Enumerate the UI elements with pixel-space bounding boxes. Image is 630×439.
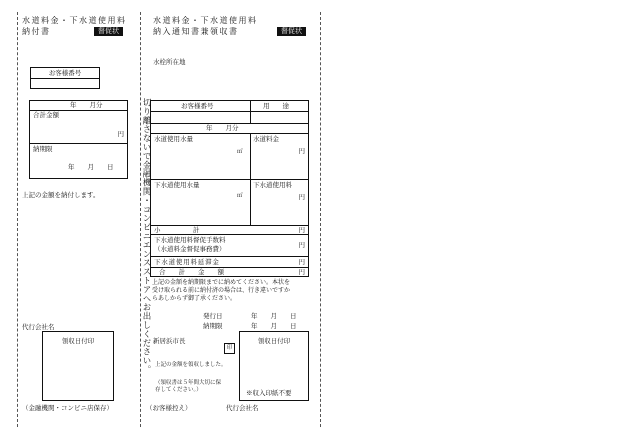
water-usage-label: 水道使用水量 xyxy=(154,135,193,143)
water-fee-label: 水道料金 xyxy=(253,135,279,143)
right-customer-number-label: お客様番号 xyxy=(181,102,214,110)
right-badge: 督促状 xyxy=(277,27,306,36)
cut-instruction: 切り離さないで金融機関・コンビニエンスストアへお出しください。 xyxy=(141,98,151,374)
left-badge: 督促状 xyxy=(94,27,123,36)
sewer-usage-unit: ㎥ xyxy=(237,193,243,199)
left-total-label: 合計金額 xyxy=(33,111,59,119)
right-year-month: 年 月分 xyxy=(206,124,239,132)
no-revenue-stamp: ※収入印紙不要 xyxy=(246,389,292,397)
right-agent-label: 代行会社名 xyxy=(226,404,259,412)
sewer-usage-label: 下水道使用水量 xyxy=(154,181,200,189)
reminder-fee-line1: 下水道使用料督促手数料 xyxy=(154,236,226,244)
issue-date-label: 発行日 xyxy=(203,312,223,320)
left-customer-number-box xyxy=(30,67,100,89)
sewer-fee-label: 下水道使用料 xyxy=(253,181,292,189)
grand-total-label: 合 計 金 額 xyxy=(159,268,224,276)
reminder-fee-line2: （水道料金督促事務費） xyxy=(154,245,226,253)
water-usage-unit: ㎥ xyxy=(237,149,243,155)
left-footer: （金融機関・コンビニ店保存） xyxy=(22,404,113,412)
left-due-label: 納期限 xyxy=(33,145,53,153)
meter-location-label: 水栓所在地 xyxy=(153,58,186,66)
notice-line3: らあしからず御了承ください。 xyxy=(152,295,237,302)
purpose-label: 用 途 xyxy=(263,102,289,110)
outer-border-left xyxy=(17,12,18,427)
left-statement: 上記の金額を納付します。 xyxy=(22,191,100,199)
right-footer-copy: （お客様控え） xyxy=(146,404,192,412)
left-receipt-stamp-box xyxy=(42,331,114,401)
left-receipt-stamp-label: 領収日付印 xyxy=(61,337,95,345)
subtotal-label: 小 計 xyxy=(154,226,200,234)
mayor-label: 新居浜市長 xyxy=(153,337,186,345)
right-due-date: 年 月 日 xyxy=(251,322,297,330)
issue-date-value: 年 月 日 xyxy=(251,312,297,320)
right-title-line2: 納入通知書兼領収書 xyxy=(153,27,239,36)
left-customer-number-label: お客様番号 xyxy=(48,69,82,77)
left-yen: 円 xyxy=(117,130,124,138)
outer-border-right xyxy=(320,12,321,427)
left-agent-label: 代行会社名 xyxy=(22,323,55,331)
left-title-line2: 納付書 xyxy=(22,27,51,36)
left-year-month: 年 月分 xyxy=(70,101,103,109)
notice-line1: 上記の金額を納期限までに納めてください。本状を xyxy=(152,279,291,286)
keep-line1: （領収書は５年間大切に保 xyxy=(155,380,222,386)
right-due-label: 納期限 xyxy=(203,322,223,330)
mayor-seal: 印 xyxy=(224,343,235,354)
left-due-date: 年 月 日 xyxy=(68,163,114,171)
subtotal-yen: 円 xyxy=(298,226,305,234)
left-amount-box xyxy=(29,100,128,179)
right-main-table xyxy=(150,100,309,277)
sewer-fee-yen: 円 xyxy=(298,193,305,201)
left-title-line1: 水道料金・下水道使用料 xyxy=(22,16,127,25)
keep-line2: 存してください。） xyxy=(155,387,202,393)
water-fee-yen: 円 xyxy=(298,147,305,155)
right-receipt-stamp-label: 領収日付印 xyxy=(257,337,291,345)
notice-line2: 受け取られる前に納付済の場合は、行き違いですか xyxy=(152,287,291,294)
right-title-line1: 水道料金・下水道使用料 xyxy=(153,16,258,25)
reminder-fee-yen: 円 xyxy=(298,241,305,249)
grand-total-yen: 円 xyxy=(298,268,305,276)
late-fee-label: 下水道使用料延滞金 xyxy=(154,258,220,266)
late-fee-yen: 円 xyxy=(298,258,305,266)
received-statement: 上記の金額を領収しました。 xyxy=(155,362,227,368)
